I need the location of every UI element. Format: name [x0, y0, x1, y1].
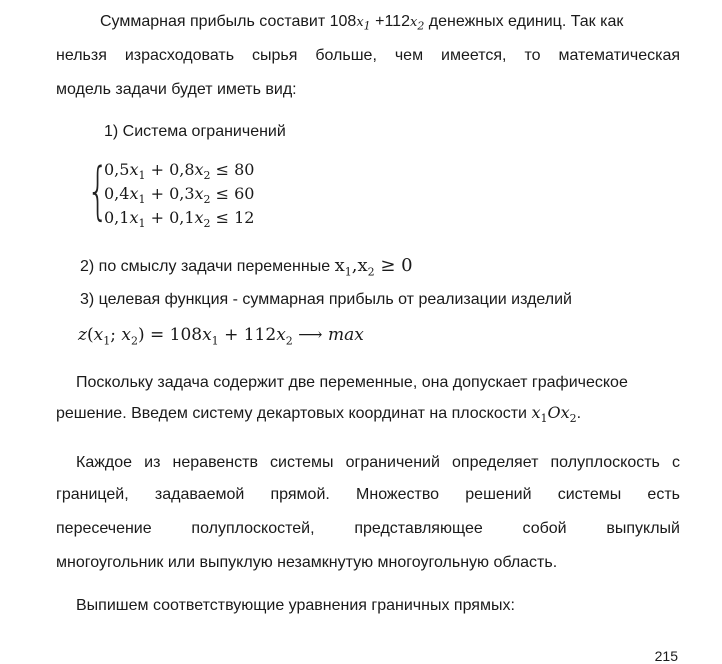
text: 2) по смыслу задачи переменные [80, 258, 331, 275]
paragraph-boundary-lines [76, 592, 515, 620]
paragraph-graphic-solution [56, 368, 680, 428]
text: денежных единиц. Так как [428, 13, 624, 30]
paragraph-line: модель задачи будет иметь вид: [56, 81, 297, 98]
text: решение. Введем систему декартовых координат на плоскости [56, 405, 527, 422]
list-item-variables: 2) по смыслу задачи переменные $x_1,x_2 \ge 0$ [80, 255, 413, 279]
paragraph-line: Суммарная прибыль составит $108x_1 +112x_2$ денежных единиц. Так как [100, 13, 624, 33]
paragraph-line: границей, задаваемой прямой. Множество решений системы есть [56, 486, 680, 503]
text: Суммарная прибыль составит 108 [100, 13, 357, 30]
paragraph-line: Каждое из неравенств системы ограничений определяет полуплоскость с [76, 454, 680, 471]
text: Выпишем соответствующие уравнения граничных прямых: [76, 597, 515, 614]
paragraph-half-planes [56, 448, 680, 580]
paragraph-profit [56, 8, 680, 104]
constraint-row: $0,5x_1 + 0,8x_2 \le 80$ [104, 160, 255, 183]
brace-icon: { [87, 154, 109, 227]
text: +112 [375, 13, 410, 30]
text: 3) целевая функция - суммарная прибыль от реализации изделий [80, 291, 572, 308]
objective-function: $z(x_1$; $x_2) = 108x_1 + 112x_2$ ⟶ max [78, 325, 364, 348]
paragraph-line: нельзя израсходовать сырья больше, чем имеется, то математическая [56, 47, 680, 64]
list-item-constraints [104, 120, 286, 144]
text: 1) Система ограничений [104, 123, 286, 140]
paragraph-line: решение. Введем систему декартовых координат на плоскости $x_1Ox_2$. [56, 403, 582, 426]
page-number: 215 [654, 648, 678, 664]
paragraph-line: многоугольник или выпуклую незамкнутую многоугольную область. [56, 554, 558, 571]
paragraph-line: пересечение полуплоскостей, представляющее собой выпуклый [56, 520, 680, 537]
paragraph-line: Поскольку задача содержит две переменные, она допускает графическое [76, 374, 628, 391]
list-item-objective [80, 288, 572, 312]
constraint-row: $0,1x_1 + 0,1x_2 \le 12$ [104, 208, 255, 231]
constraint-row: $0,4x_1 + 0,3x_2 \le 60$ [104, 184, 255, 207]
